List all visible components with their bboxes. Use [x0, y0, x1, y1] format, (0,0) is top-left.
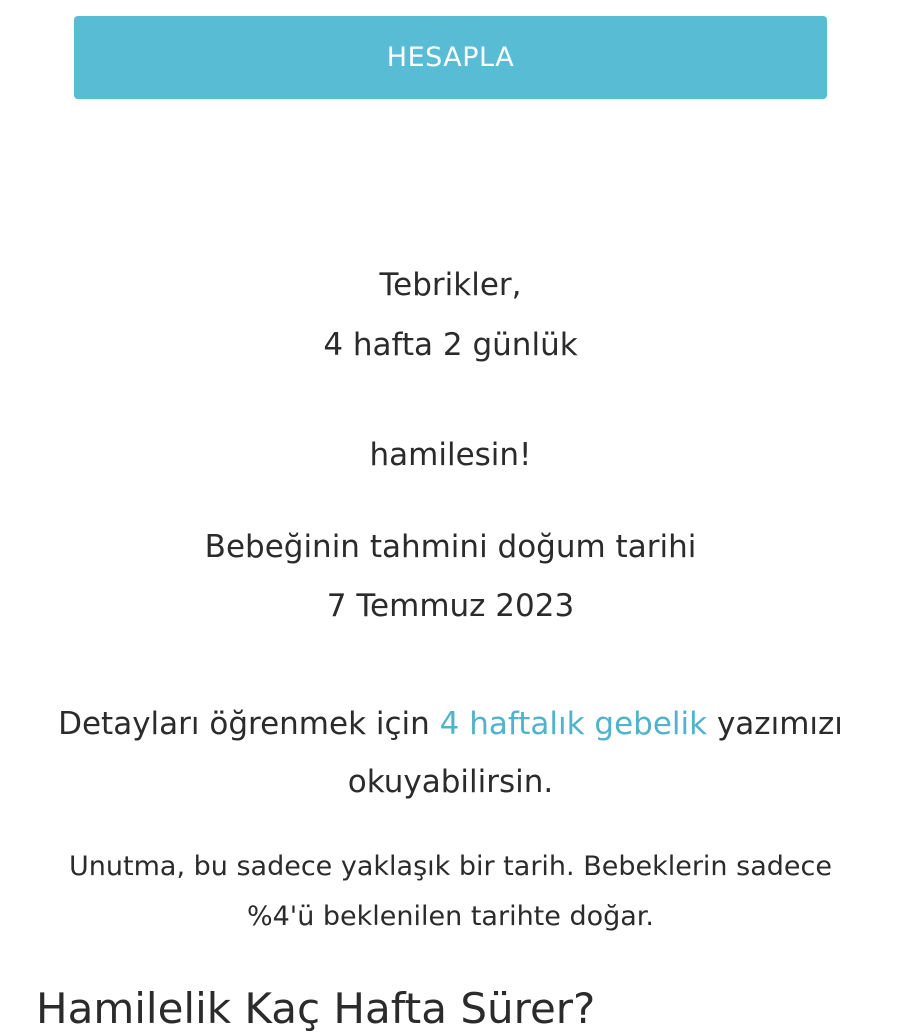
calculate-button[interactable]: HESAPLA [74, 16, 827, 99]
details-paragraph [40, 695, 861, 811]
details-suffix: yazımızı okuyabilirsin. [347, 706, 843, 800]
disclaimer-note: Unutma, bu sadece yaklaşık bir tarih. Bebeklerin sadece %4'ü beklenilen tarihte doğar. [69, 851, 832, 932]
pregnancy-duration: 4 hafta 2 günlük [323, 327, 578, 363]
details-prefix: Detayları öğrenmek için [58, 706, 440, 742]
pregnancy-week-link[interactable]: 4 haftalık gebelik [439, 706, 708, 742]
due-date-label: Bebeğinin tahmini doğum tarihi [204, 529, 697, 565]
section-heading: Hamilelik Kaç Hafta Sürer? [36, 984, 596, 1033]
pregnant-text: hamilesin! [369, 437, 532, 473]
due-date-value: 7 Temmuz 2023 [326, 588, 575, 624]
congrats-text: Tebrikler, [379, 267, 522, 303]
